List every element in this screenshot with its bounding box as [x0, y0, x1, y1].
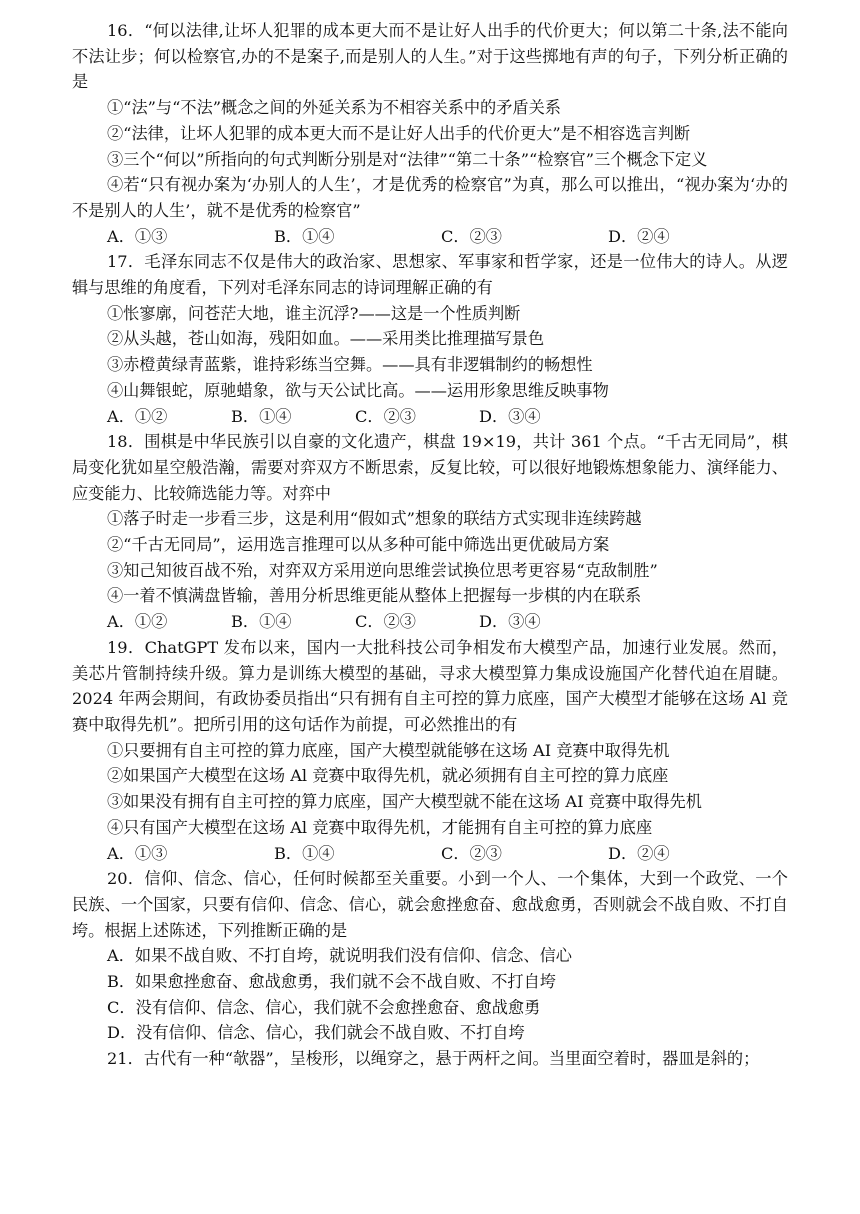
question-stem: 17．毛泽东同志不仅是伟大的政治家、思想家、军事家和哲学家，还是一位伟大的诗人。从逻辑与思维的角度看，下列对毛泽东同志的诗词理解正确的有: [72, 252, 788, 298]
question-16: [72, 18, 788, 249]
choice-b[interactable]: B．①④: [231, 406, 292, 426]
statement-item: ①“法”与“不法”概念之间的外延关系为不相容关系中的矛盾关系: [107, 98, 561, 118]
choice-d[interactable]: D．②④: [608, 226, 670, 246]
choice-b[interactable]: B．①④: [274, 226, 335, 246]
statement-item: ①落子时走一步看三步，这是利用“假如式”想象的联结方式实现非连续跨越: [107, 509, 642, 529]
answer-choices: [72, 841, 788, 867]
question-stem: 16．“何以法律,让坏人犯罪的成本更大而不是让好人出手的代价更大；何以第二十条,法不能向不法让步；何以检察官,办的不是案子,而是别人的人生。”对于这些掷地有声的句子，下列分析正确的是: [72, 21, 788, 92]
question-stem: 20．信仰、信念、信心，任何时候都至关重要。小到一个人、一个集体，大到一个政党、一个民族、一个国家，只要有信仰、信念、信心，就会愈挫愈奋、愈战愈勇，否则就会不战自败、不打自垮。根据上述陈述，下列推断正确的是: [72, 869, 788, 940]
question-20: [72, 866, 788, 1046]
statement-item: ③如果没有拥有自主可控的算力底座，国产大模型就不能在这场 AI 竞赛中取得先机: [107, 792, 702, 812]
choice-d[interactable]: D．②④: [608, 843, 670, 863]
question-17: [72, 249, 788, 429]
question-stem: 19．ChatGPT 发布以来，国内一大批科技公司争相发布大模型产品，加速行业发展。然而，美芯片管制持续升级。算力是训练大模型的基础，寻求大模型算力集成设施国产化替代迫在眉睫。2024 年两会期间，有政协委员指出“只有拥有自主可控的算力底座，国产大模型才能够在这场 Al 竞赛中取得先机”。把所引用的这句话作为前提，可必然推出的有: [72, 637, 788, 734]
question-18: [72, 429, 788, 635]
statement-item: ①怅寥廓，问苍茫大地，谁主沉浮?——这是一个性质判断: [107, 303, 521, 323]
statement-item: ①只要拥有自主可控的算力底座，国产大模型就能够在这场 AI 竞赛中取得先机: [107, 740, 670, 760]
statement-item: ④若“只有视办案为‘办别人的人生’，才是优秀的检察官”为真，那么可以推出，“视办案为‘办的不是别人的人生’，就不是优秀的检察官”: [72, 175, 788, 220]
statement-item: ④山舞银蛇，原驰蜡象，欲与天公试比高。——运用形象思维反映事物: [107, 380, 609, 400]
choice-c[interactable]: C．②③: [355, 406, 416, 426]
statement-item: ③知己知彼百战不殆，对弈双方采用逆向思维尝试换位思考更容易“克敌制胜”: [107, 560, 658, 580]
statement-item: ②如果国产大模型在这场 Al 竞赛中取得先机，就必须拥有自主可控的算力底座: [107, 766, 669, 786]
choice-a[interactable]: A．①②: [107, 406, 168, 426]
choice-d[interactable]: D．③④: [479, 612, 541, 632]
statement-item: ④一着不慎满盘皆输，善用分析思维更能从整体上把握每一步棋的内在联系: [107, 586, 642, 606]
choice-a[interactable]: A．如果不战自败、不打自垮，就说明我们没有信仰、信念、信心: [107, 946, 572, 966]
answer-choices: [72, 404, 788, 430]
choice-b[interactable]: B．①④: [231, 612, 292, 632]
question-list: [72, 18, 788, 1072]
question-stem: 21．古代有一种“欹器”，呈梭形，以绳穿之，悬于两杆之间。当里面空着时，器皿是斜的；: [107, 1049, 760, 1069]
choice-c[interactable]: C．②③: [441, 226, 502, 246]
statement-item: ③赤橙黄绿青蓝紫，谁持彩练当空舞。——具有非逻辑制约的畅想性: [107, 355, 593, 375]
question-21: [72, 1046, 788, 1072]
choice-c[interactable]: C．没有信仰、信念、信心，我们就不会愈挫愈奋、愈战愈勇: [107, 997, 541, 1017]
choice-b[interactable]: B．如果愈挫愈奋、愈战愈勇，我们就不会不战自败、不打自垮: [107, 972, 556, 992]
question-19: [72, 635, 788, 866]
question-stem: 18．围棋是中华民族引以自豪的文化遗产，棋盘 19×19，共计 361 个点。“千古无同局”，棋局变化犹如星空般浩瀚，需要对弈双方不断思索，反复比较，可以很好地锻炼想象能力、演绎能力、应变能力、比较筛选能力等。对弈中: [72, 432, 788, 503]
choice-b[interactable]: B．①④: [274, 843, 335, 863]
choice-d[interactable]: D．没有信仰、信念、信心，我们就会不战自败、不打自垮: [107, 1023, 525, 1043]
statement-item: ④只有国产大模型在这场 Al 竞赛中取得先机，才能拥有自主可控的算力底座: [107, 817, 653, 837]
answer-choices: [72, 224, 788, 250]
statement-item: ②从头越，苍山如海，残阳如血。——采用类比推理描写景色: [107, 329, 545, 349]
choice-d[interactable]: D．③④: [479, 406, 541, 426]
statement-item: ②“法律，让坏人犯罪的成本更大而不是让好人出手的代价更大”是不相容选言判断: [107, 123, 691, 143]
answer-choices: [72, 609, 788, 635]
choice-c[interactable]: C．②③: [355, 612, 416, 632]
choice-c[interactable]: C．②③: [441, 843, 502, 863]
choice-a[interactable]: A．①③: [107, 226, 168, 246]
choice-a[interactable]: A．①②: [107, 612, 168, 632]
statement-item: ③三个“何以”所指向的句式判断分别是对“法律”“第二十条”“检察官”三个概念下定义: [107, 149, 708, 169]
choice-a[interactable]: A．①③: [107, 843, 168, 863]
statement-item: ②“千古无同局”，运用选言推理可以从多种可能中筛选出更优破局方案: [107, 535, 610, 555]
